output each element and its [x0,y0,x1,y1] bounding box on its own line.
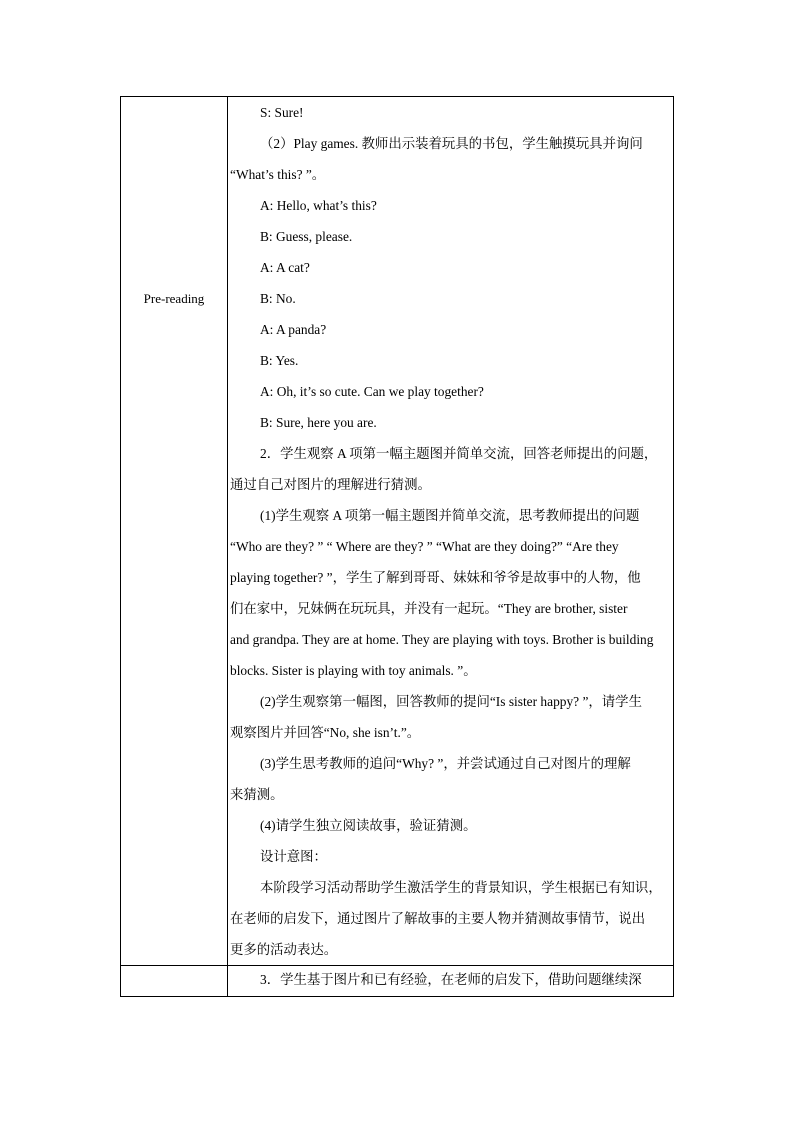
text-line: 本阶段学习活动帮助学生激活学生的背景知识，学生根据已有知识， [260,880,662,895]
text-line: 来猜测。 [230,787,284,802]
content-cell [228,966,674,997]
text-line: 观察图片并回答“No, she isn’t.”。 [230,725,421,740]
text-line: A: A panda? [260,322,327,337]
stage-cell-empty [121,966,228,997]
lesson-plan-table [120,96,674,997]
text-line: 2．学生观察 A 项第一幅主题图并简单交流，回答老师提出的问题， [260,446,658,461]
text-line: S: Sure! [260,105,304,120]
text-line: A: Oh, it’s so cute. Can we play together? [260,384,484,399]
text-line: “Who are they? ” “ Where are they? ” “What are they doing?” “Are they [230,539,619,554]
text-line: (2)学生观察第一幅图，回答教师的提问“Is sister happy? ”，请学生 [260,694,642,709]
text-line: A: Hello, what’s this? [260,198,377,213]
text-line: 3．学生基于图片和已有经验，在老师的启发下，借助问题继续深 [260,972,642,987]
content-cell [228,97,674,966]
text-line: B: Sure, here you are. [260,415,377,430]
text-line: playing together? ”，学生了解到哥哥、妹妹和爷爷是故事中的人物，他 [230,570,641,585]
text-line: B: Yes. [260,353,299,368]
text-line: 们在家中，兄妹俩在玩玩具，并没有一起玩。“They are brother, sister [230,601,628,616]
table-row [121,966,674,997]
stage-label: Pre-reading [143,291,205,306]
table-row [121,97,674,966]
text-line: （2）Play games. 教师出示装着玩具的书包，学生触摸玩具并询问 [260,136,643,151]
text-line: 设计意图： [260,849,327,864]
text-line: 通过自己对图片的理解进行猜测。 [230,477,431,492]
text-line: blocks. Sister is playing with toy animals. ”。 [230,663,477,678]
text-line: (4)请学生独立阅读故事，验证猜测。 [260,818,477,833]
text-line: B: No. [260,291,296,306]
text-line: (1)学生观察 A 项第一幅主题图并简单交流，思考教师提出的问题 [260,508,640,523]
text-line: and grandpa. They are at home. They are playing with toys. Brother is building [230,632,654,647]
text-line: 在老师的启发下，通过图片了解故事的主要人物并猜测故事情节，说出 [230,911,646,926]
text-line: “What’s this? ”。 [230,167,326,182]
text-line: A: A cat? [260,260,310,275]
text-line: 更多的活动表达。 [230,942,338,957]
text-line: (3)学生思考教师的追问“Why? ”，并尝试通过自己对图片的理解 [260,756,631,771]
stage-cell [121,97,228,966]
text-line: B: Guess, please. [260,229,353,244]
